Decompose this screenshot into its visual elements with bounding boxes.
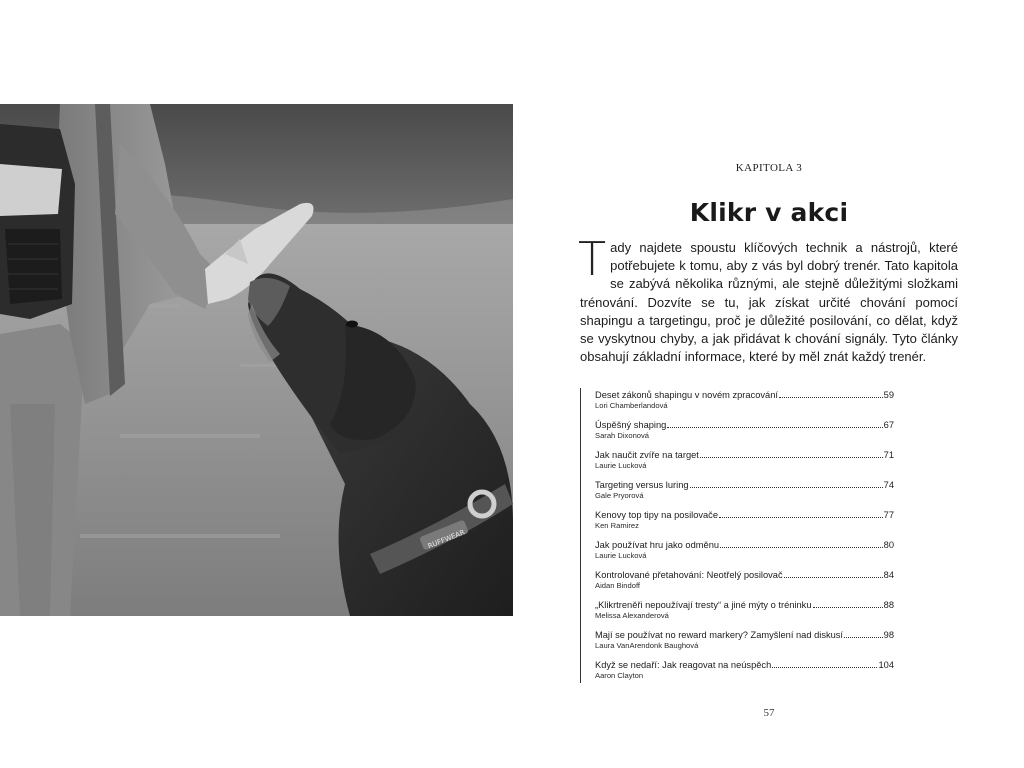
toc-page-number: 80 (883, 540, 894, 550)
toc-entry[interactable] (595, 628, 894, 651)
toc-entry-title: Jak používat hru jako odměnu (595, 540, 720, 550)
toc-entry-title: Jak naučit zvíře na target (595, 450, 699, 460)
toc-entry[interactable] (595, 448, 894, 471)
toc-entry-author: Ken Ramirez (595, 521, 639, 530)
chapter-title: Klikr v akci (689, 198, 849, 227)
toc-page-number: 74 (883, 480, 894, 490)
toc-dot-leader (700, 448, 883, 458)
toc-entry[interactable] (595, 568, 894, 591)
toc-dot-leader (844, 628, 883, 638)
toc-page-number: 71 (883, 450, 894, 460)
toc-dot-leader (667, 418, 882, 428)
toc-dot-leader (719, 508, 883, 518)
toc-entry-author: Gale Pryorová (595, 491, 644, 500)
toc-page-number: 84 (883, 570, 894, 580)
toc-entry-title: Deset zákonů shapingu v novém zpracování (595, 390, 778, 400)
toc-entry[interactable] (595, 478, 894, 501)
page-number: 57 (763, 707, 775, 719)
toc-page-number: 77 (883, 510, 894, 520)
dog-hand-signal-photo-icon (0, 104, 513, 616)
chapter-label: KAPITOLA 3 (735, 162, 803, 174)
toc-entry[interactable] (595, 508, 894, 531)
toc-page-number: 98 (883, 630, 894, 640)
toc-page-number: 104 (878, 660, 894, 670)
toc-entry-author: Aaron Clayton (595, 671, 644, 680)
toc-entry-title: Kontrolované přetahování: Neotřelý posilovač (595, 570, 783, 580)
chapter-intro (578, 232, 958, 366)
toc-entry-author: Lori Chamberlandová (595, 401, 668, 410)
toc-entry[interactable] (595, 388, 894, 411)
toc-entry-title: Mají se používat no reward markery? Zamyšlení nad diskusí (595, 630, 844, 640)
toc-entry-author: Laurie Lucková (595, 551, 647, 560)
toc-dot-leader (690, 478, 883, 488)
toc-dot-leader (720, 538, 883, 548)
toc-page-number: 59 (883, 390, 894, 400)
toc-entry-title: „Klikrtreněři nepoužívají tresty“ a jiné mýty o tréninku (595, 600, 812, 610)
toc-entry[interactable] (595, 418, 894, 441)
toc-dot-leader (772, 658, 877, 668)
intro-text: ady najdete spoustu klíčových technik a nástrojů, které potřebujete k tomu, aby z vás byl dobrý trenér. Tato kapitola se zabývá několika různými, ale stejně důležitými složkami trénování. Dozvíte se tu, jak získat určité chování pomocí shapingu a targetingu, proč je důležité posilování, co dělat, když se vyskytnou chyby, a jak přidávat k chování signály. Tyto články obsahují základní informace, které by měl znát každý trenér. (580, 240, 958, 365)
toc-entry-author: Sarah Dixonová (595, 431, 650, 440)
toc-dot-leader (779, 388, 883, 398)
toc-dot-leader (784, 568, 883, 578)
toc-entry-author: Laura VanArendonk Baughová (595, 641, 699, 650)
table-of-contents (580, 388, 894, 683)
toc-page-number: 67 (883, 420, 894, 430)
toc-entry[interactable] (595, 658, 894, 681)
toc-entry-title: Kenovy top tipy na posilovače (595, 510, 719, 520)
toc-page-number: 88 (883, 600, 894, 610)
toc-entry-author: Laurie Lucková (595, 461, 647, 470)
toc-dot-leader (813, 598, 883, 608)
toc-entry-author: Melissa Alexanderová (595, 611, 669, 620)
toc-entry-title: Úspěšný shaping (595, 420, 667, 430)
collar-text: RUFFWEAR (426, 528, 466, 551)
toc-entry-title: Targeting versus luring (595, 480, 689, 490)
toc-entry-author: Aidan Bindoff (595, 581, 641, 590)
toc-entry[interactable] (595, 598, 894, 621)
dog-training-photo (0, 104, 513, 616)
drop-cap: T (578, 232, 607, 286)
toc-entry-title: Když se nedaří: Jak reagovat na neúspěch (595, 660, 772, 670)
toc-entry[interactable] (595, 538, 894, 561)
